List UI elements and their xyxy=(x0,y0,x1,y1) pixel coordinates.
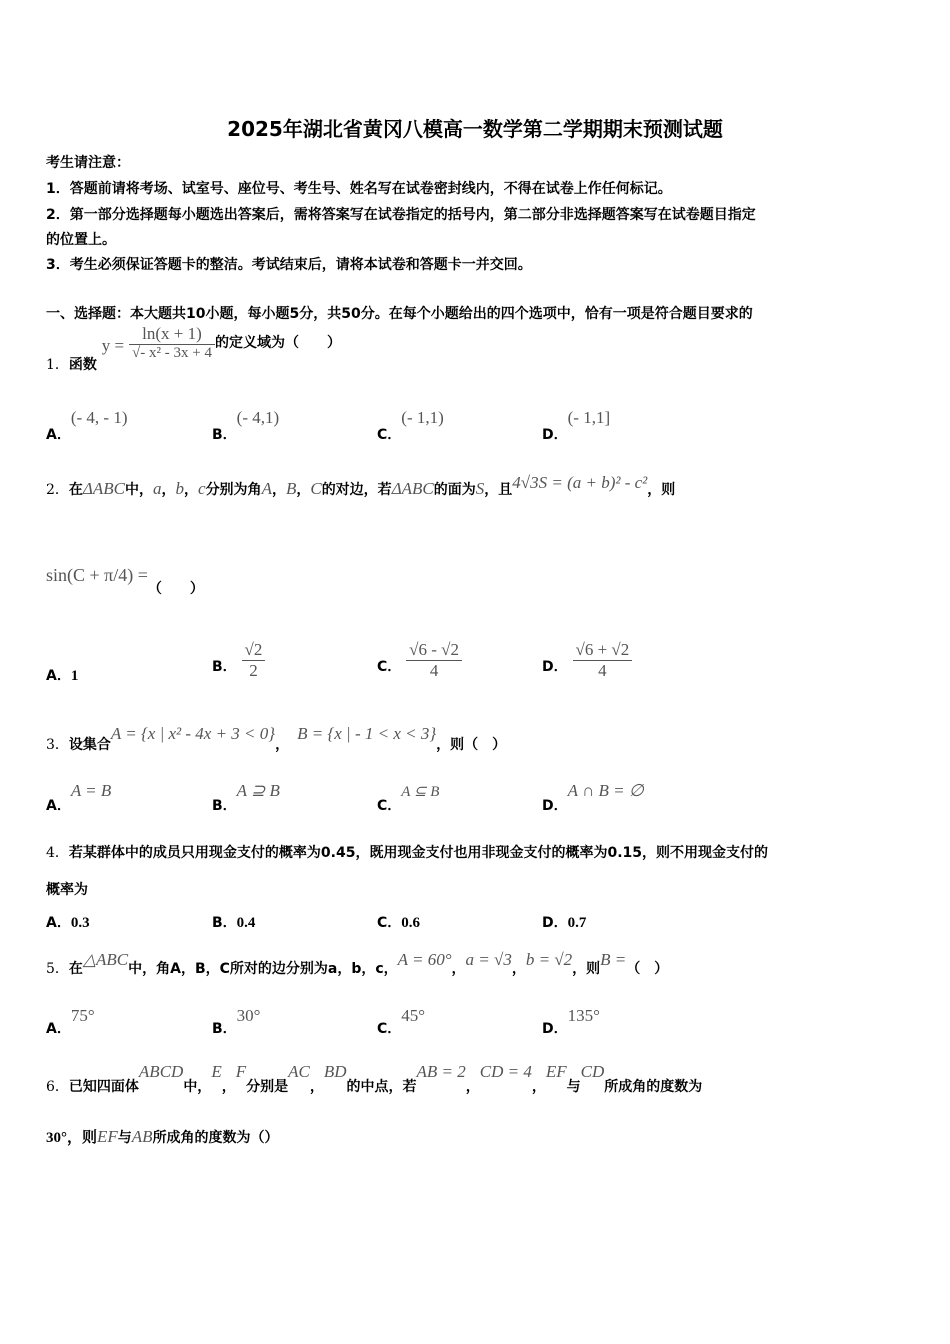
option-value: 30° xyxy=(236,1006,261,1025)
option-value: A = B xyxy=(70,781,112,800)
option-c[interactable] xyxy=(377,912,420,932)
question-text: 在 xyxy=(68,961,83,977)
option-a[interactable] xyxy=(46,781,112,814)
option-d[interactable] xyxy=(542,912,586,932)
option-value: 0.3 xyxy=(70,915,90,931)
option-value: 1 xyxy=(70,668,79,684)
question-text: 所成角的度数为 xyxy=(604,1079,703,1095)
option-value: 0.4 xyxy=(236,915,256,931)
question-text: 分别是 xyxy=(246,1079,289,1095)
option-value: 135° xyxy=(567,1006,600,1025)
option-a[interactable] xyxy=(46,912,90,932)
formula: A = {x | x² - 4x + 3 < 0} xyxy=(110,724,276,743)
question-1 xyxy=(46,324,341,373)
option-value: (- 1,1] xyxy=(567,408,611,427)
question-text: ， xyxy=(271,482,286,498)
option-value: A ∩ B = ∅ xyxy=(567,781,644,800)
question-3 xyxy=(46,724,507,753)
option-label: C． xyxy=(377,658,402,675)
question-text: 已知四面体 xyxy=(68,1079,139,1095)
option-label: D． xyxy=(542,427,568,443)
question-number: 2． xyxy=(46,482,69,498)
option-d[interactable] xyxy=(542,781,644,814)
option-value: 45° xyxy=(401,1006,426,1025)
option-label: C． xyxy=(377,798,402,814)
fraction-denominator: 4 xyxy=(406,660,462,681)
formula: CD = 4 xyxy=(479,1062,532,1081)
fraction-numerator: √6 + √2 xyxy=(575,640,630,659)
question-2 xyxy=(46,473,676,499)
formula: ΔABC xyxy=(391,479,434,498)
option-label: A． xyxy=(46,427,71,443)
option-label: B． xyxy=(212,798,237,814)
notice-item: 的位置上。 xyxy=(46,232,116,248)
question-text: ， xyxy=(511,961,526,977)
formula: b xyxy=(175,479,185,498)
question-text: ，则 xyxy=(572,961,601,977)
formula: C xyxy=(310,479,322,498)
question-text: ， xyxy=(296,482,311,498)
formula: B = {x | - 1 < x < 3} xyxy=(297,724,437,743)
formula: BD xyxy=(323,1062,347,1081)
formula: ABCD xyxy=(138,1062,184,1081)
notice-item: 2．第一部分选择题每小题选出答案后，需将答案写在试卷指定的括号内，第二部分非选择题答案写在试卷题目指定 xyxy=(46,207,756,223)
option-fraction xyxy=(406,640,462,681)
option-d[interactable] xyxy=(542,408,611,443)
notice-item: 3．考生必须保证答题卡的整洁。考试结束后，请将本试卷和答题卡一并交回。 xyxy=(46,257,532,273)
question-text: ， xyxy=(184,482,199,498)
question-5 xyxy=(46,950,669,977)
option-b[interactable] xyxy=(212,912,255,932)
question-number: 5． xyxy=(46,961,69,977)
question-number: 4． xyxy=(46,845,69,861)
option-b[interactable] xyxy=(212,408,280,443)
question-text: 分别为角 xyxy=(205,482,262,498)
option-value: 75° xyxy=(70,1006,95,1025)
question-text: ，则 xyxy=(647,482,676,498)
question-number: 1． xyxy=(46,357,69,373)
option-a[interactable] xyxy=(46,408,128,443)
question-text: 若某群体中的成员只用现金支付的概率为0.45，既用现金支付也用非现金支付的概率为0.15，则不用现金支付的 xyxy=(68,845,769,861)
formula: b = √2 xyxy=(525,950,573,969)
question-4-line-2: 概率为 xyxy=(46,882,88,898)
question-text: 中， xyxy=(183,1079,212,1095)
option-b[interactable] xyxy=(212,1006,261,1037)
question-4 xyxy=(46,842,768,862)
question-text: 设集合 xyxy=(68,737,111,753)
option-value: A ⊇ B xyxy=(236,781,280,800)
formula: A = 60° xyxy=(397,950,452,969)
option-d[interactable] xyxy=(542,1006,600,1037)
option-b[interactable] xyxy=(212,781,280,814)
option-label: A． xyxy=(46,798,71,814)
formula: EF xyxy=(97,1127,118,1146)
fraction-denominator: √- x² - 3x + 4 xyxy=(129,344,215,362)
option-label: D． xyxy=(542,798,568,814)
question-text: （ ） xyxy=(626,961,669,977)
option-label: C． xyxy=(377,915,402,931)
option-label: C． xyxy=(377,1021,402,1037)
formula: a = √3 xyxy=(465,950,512,969)
question-text: 所成角的度数为（） xyxy=(152,1130,279,1146)
formula: AB xyxy=(131,1127,153,1146)
question-text: ， xyxy=(309,1079,324,1095)
option-label: B． xyxy=(212,915,237,931)
formula: y = xyxy=(101,336,125,355)
formula: F xyxy=(235,1062,247,1081)
option-label: A． xyxy=(46,668,71,684)
option-a[interactable] xyxy=(46,1006,95,1037)
formula: EF xyxy=(545,1062,567,1081)
section-heading: 一、选择题：本大题共10小题，每小题5分，共50分。在每个小题给出的四个选项中，恰有一项是符合题目要求的 xyxy=(46,306,753,322)
option-fraction xyxy=(242,640,266,681)
option-label: B． xyxy=(212,1021,237,1037)
option-value: A ⊆ B xyxy=(401,784,440,800)
question-number: 6． xyxy=(46,1079,69,1095)
question-6 xyxy=(46,1062,703,1095)
option-label: A． xyxy=(46,915,71,931)
question-text: 的对边，若 xyxy=(321,482,392,498)
option-d[interactable] xyxy=(542,640,632,681)
option-c[interactable] xyxy=(377,640,462,681)
question-text: 30°，则 xyxy=(46,1130,97,1146)
question-text: ，且 xyxy=(484,482,513,498)
option-value: (- 4, - 1) xyxy=(70,408,128,427)
notice-item: 1．答题前请将考场、试室号、座位号、考生号、姓名写在试卷密封线内，不得在试卷上作任何标记。 xyxy=(46,181,672,197)
formula: a xyxy=(153,479,162,498)
formula: AB = 2 xyxy=(416,1062,466,1081)
option-label: A． xyxy=(46,1021,71,1037)
question-text: 在 xyxy=(68,482,83,498)
fraction-denominator: 2 xyxy=(242,660,266,681)
question-6-line-2 xyxy=(46,1126,279,1147)
option-label: B． xyxy=(212,658,237,675)
formula: sin(C + π/4) = xyxy=(46,565,148,585)
question-number: 3． xyxy=(46,737,69,753)
formula: A xyxy=(261,479,272,498)
formula: E xyxy=(211,1062,222,1081)
option-value: 0.6 xyxy=(401,915,421,931)
formula: B = xyxy=(600,950,627,969)
question-text: 的定义域为（ ） xyxy=(214,335,341,351)
option-label: C． xyxy=(377,427,402,443)
option-c[interactable] xyxy=(377,1006,426,1037)
question-text: ，则（ ） xyxy=(436,737,507,753)
question-text: （ ） xyxy=(147,581,204,597)
formula: B xyxy=(285,479,297,498)
formula: 4√3S = (a + b)² - c² xyxy=(512,473,648,492)
option-label: D． xyxy=(542,658,568,675)
option-b[interactable] xyxy=(212,640,265,681)
question-text: ， xyxy=(221,1079,236,1095)
question-text: 中， xyxy=(125,482,154,498)
question-text: ， xyxy=(465,1079,480,1095)
option-fraction xyxy=(573,640,633,681)
question-text: 的面为 xyxy=(433,482,476,498)
formula: ΔABC xyxy=(82,479,126,498)
question-text: 函数 xyxy=(68,357,97,373)
option-label: B． xyxy=(212,427,237,443)
option-label: D． xyxy=(542,1021,568,1037)
formula: c xyxy=(198,479,206,498)
question-text: 与 xyxy=(117,1130,132,1146)
option-value: 0.7 xyxy=(567,915,587,931)
fraction-numerator: √2 xyxy=(244,640,263,659)
question-text: 与 xyxy=(566,1079,581,1095)
formula: CD xyxy=(580,1062,605,1081)
option-c[interactable] xyxy=(377,408,444,443)
formula: S xyxy=(475,479,485,498)
page-title: 2025年湖北省黄冈八模高一数学第二学期期末预测试题 xyxy=(227,117,723,141)
question-text: ， xyxy=(275,737,290,753)
fraction-numerator: √6 - √2 xyxy=(409,640,459,659)
formula: AC xyxy=(288,1062,310,1081)
formula: △ABC xyxy=(82,950,129,969)
question-text: ， xyxy=(451,961,466,977)
question-text: 中，角A，B，C所对的边分别为a，b，c， xyxy=(128,961,398,977)
question-text: ， xyxy=(531,1079,546,1095)
notice-heading: 考生请注意： xyxy=(46,155,130,171)
option-a[interactable] xyxy=(46,665,78,685)
option-c[interactable] xyxy=(377,781,440,814)
fraction-denominator: 4 xyxy=(573,660,633,681)
fraction-numerator: ln(x + 1) xyxy=(142,324,202,343)
option-value: (- 4,1) xyxy=(236,408,280,427)
formula-fraction xyxy=(129,324,215,362)
option-value: (- 1,1) xyxy=(401,408,444,427)
question-2-line-2 xyxy=(46,565,204,597)
question-text: 的中点，若 xyxy=(346,1079,417,1095)
option-label: D． xyxy=(542,915,568,931)
question-text: ， xyxy=(161,482,176,498)
